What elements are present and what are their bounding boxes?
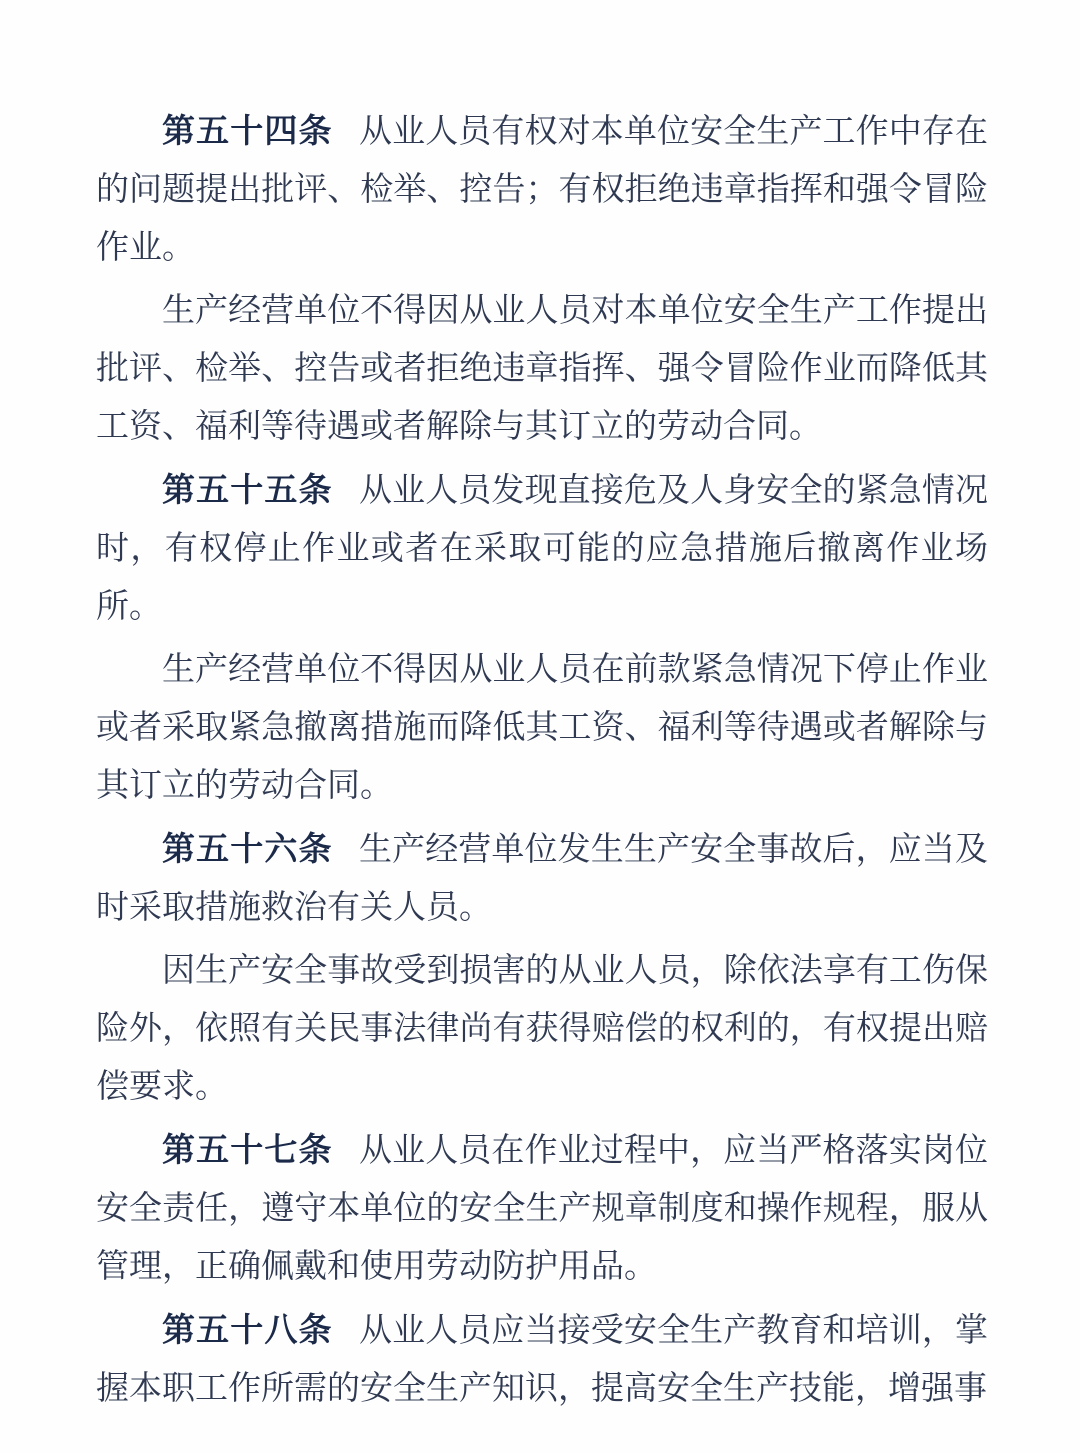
article-number: 第五十六条 [162, 830, 333, 867]
article-text: 生产经营单位不得因从业人员对本单位安全生产工作提出批评、检举、控告或者拒绝违章指挥、强令冒险作业而降低其工资、福利等待遇或者解除与其订立的劳动合同。 [96, 293, 988, 445]
article-paragraph [96, 820, 988, 937]
article-text: 从业人员有权对本单位安全生产工作中存在的问题提出批评、检举、控告；有权拒绝违章指挥和强令冒险作业。 [96, 114, 989, 266]
article-paragraph [96, 1301, 988, 1418]
article-text: 生产经营单位不得因从业人员在前款紧急情况下停止作业或者采取紧急撤离措施而降低其工资、福利等待遇或者解除与其订立的劳动合同。 [96, 652, 988, 804]
article-paragraph [96, 282, 988, 456]
article-paragraph [96, 1121, 988, 1296]
article-text: 从业人员发现直接危及人身安全的紧急情况时，有权停止作业或者在采取可能的应急措施后撤离作业场所。 [96, 473, 989, 625]
article-paragraph [96, 942, 988, 1116]
article-number: 第五十四条 [162, 112, 333, 149]
article-text: 生产经营单位发生生产安全事故后，应当及时采取措施救治有关人员。 [96, 832, 989, 926]
article-paragraph [96, 102, 988, 277]
article-text: 因生产安全事故受到损害的从业人员，除依法享有工伤保险外，依照有关民事法律尚有获得赔偿的权利的，有权提出赔偿要求。 [96, 953, 988, 1105]
article-paragraph [96, 641, 988, 815]
article-text: 从业人员应当接受安全生产教育和培训，掌握本职工作所需的安全生产知识，提高安全生产技能，增强事 [96, 1313, 989, 1407]
article-text: 从业人员在作业过程中，应当严格落实岗位安全责任，遵守本单位的安全生产规章制度和操作规程，服从管理，正确佩戴和使用劳动防护用品。 [96, 1133, 989, 1285]
article-number: 第五十七条 [162, 1131, 333, 1168]
article-number: 第五十八条 [162, 1311, 333, 1348]
article-number: 第五十五条 [162, 471, 333, 508]
document-text [96, 102, 988, 1423]
article-paragraph [96, 461, 988, 636]
